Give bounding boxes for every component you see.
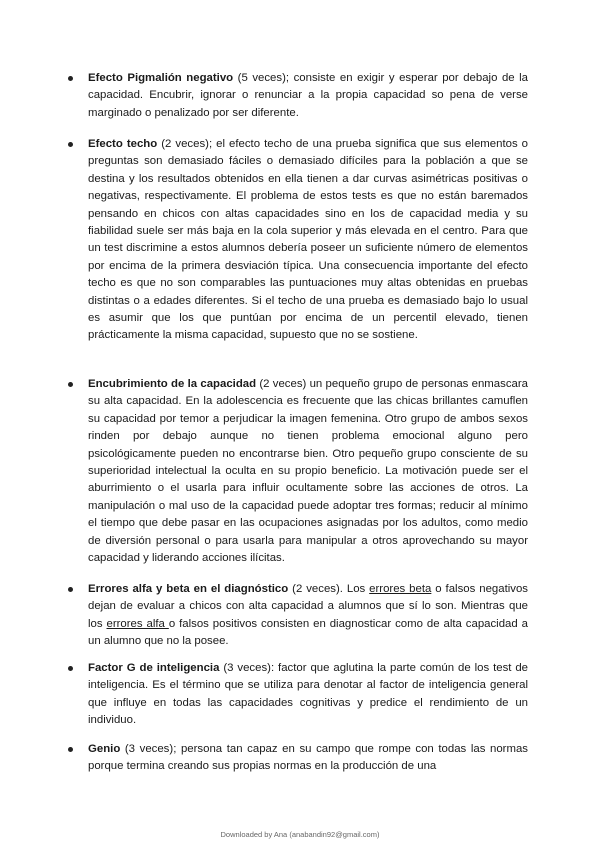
entry-factor-g: [88, 660, 528, 730]
entry-text: un pequeño grupo de personas enmascara su alta capacidad. En la adolescencia es frecuente que las chicas brillantes camuflen su capacidad por temor a perjudicar la imagen femenina. Otro grupo de ambos sexos rinden por debajo aunque no tienen problema emocional alguno pero psicológicamente pueden no encontrarse bien. Otro pequeño grupo consciente de su superioridad intelectual la oculta en su propio beneficio. La motivación puede ser el aburrimiento o el usarla para influir ocultamente sobre las acciones de otros. La manipulación o mal uso de la capacidad puede adoptar tres formas; reducir al mínimo el tiempo que debe pasar en las ocupaciones asignadas por los adultos, como medio de diversión personal o para usarla para manipular a otros aprovechando su mayor capacidad y liderando acciones ilícitas.: [88, 378, 528, 565]
entry-paragraph: [88, 136, 528, 345]
entry-text: : factor que aglutina la parte común de los test de inteligencia. Es el término que se utiliza para denotar al factor de inteligencia general que influye en todas las capacidades cognitivas y predice el rendimiento de un individuo.: [88, 662, 529, 727]
entry-count: (2 veces): [259, 378, 307, 390]
bullet-icon: [68, 382, 73, 387]
entry-count: (2 veces): [292, 583, 340, 595]
download-footer: Downloaded by Ana (anabandin92@gmail.com): [220, 830, 380, 839]
entry-text: ; persona tan capaz en su campo que rompe con todas las normas porque termina creando sus propias normas en la producción de una: [88, 743, 528, 773]
entry-paragraph: [88, 660, 528, 730]
entry-term: Efecto Pigmalión negativo: [88, 72, 234, 84]
entry-paragraph: [88, 581, 528, 651]
bullet-icon: [68, 587, 73, 592]
entry-pigmalion: [88, 70, 528, 122]
entry-text: . Los: [339, 583, 370, 595]
entry-term: Errores alfa y beta en el diagnóstico: [88, 583, 289, 595]
entry-paragraph: [88, 376, 528, 567]
bullet-icon: [68, 76, 73, 81]
entry-text: ; el efecto techo de una prueba significa que sus elementos o preguntas son demasiado fáciles o demasiado difíciles para la población a que se destina y los resultados obtenidos en ella tienen a dar curvas asimétricas positivas o negativas, respectivamente. El problema de estos tests es que no están baremados pensando en chicos con altas capacidades sino en los de capacidad media y su fiabilidad suele ser más baja en la cola superior y más elevada en el centro. Para que un test discrimine a estos alumnos debería poseer un suficiente número de elementos por encima de la primera desviación típica. Una consecuencia importante del efecto techo es que no son comparables las puntuaciones muy altas obtenidas en pruebas distintas o a edades diferentes. Si el techo de una prueba es demasiado bajo lo usual es asumir que los que puntúan por encima de un percentil elevado, tienen prácticamente la misma capacidad, supuesto que no se sostiene.: [88, 138, 529, 342]
entry-term: Encubrimiento de la capacidad: [88, 378, 257, 390]
errores-beta-link[interactable]: errores beta: [369, 583, 432, 595]
entry-paragraph: [88, 70, 528, 122]
entry-efecto-techo: [88, 136, 528, 345]
errores-alfa-link[interactable]: errores alfa: [106, 617, 169, 630]
entry-text: ; consiste en exigir y esperar por debajo de la capacidad. Encubrir, ignorar o renunciar a la propia capacidad so pena de verse marginado o penalizado por ser diferente.: [88, 72, 529, 119]
entry-count: (3 veces): [124, 743, 174, 755]
bullet-icon: [68, 666, 73, 671]
entry-term: Factor G de inteligencia: [88, 662, 220, 674]
entry-count: (5 veces): [237, 72, 286, 84]
entry-encubrimiento: [88, 376, 528, 567]
entry-count: (2 veces): [161, 138, 209, 150]
entry-term: Genio: [88, 743, 121, 755]
entry-term: Efecto techo: [88, 138, 158, 150]
bullet-icon: [68, 747, 73, 752]
entry-errores-alfa-beta: [88, 581, 528, 651]
bullet-icon: [68, 142, 73, 147]
entry-genio: [88, 741, 528, 776]
entry-count: (3 veces): [223, 662, 271, 674]
entry-paragraph: [88, 741, 528, 776]
entry-text: o falsos positivos consisten en diagnosticar como de alta capacidad a un alumno que no la posee.: [88, 617, 528, 648]
entry-text: o falsos negativos dejan de evaluar a chicos con alta capacidad a alumnos que sí lo son. Mientras que los: [88, 583, 529, 630]
